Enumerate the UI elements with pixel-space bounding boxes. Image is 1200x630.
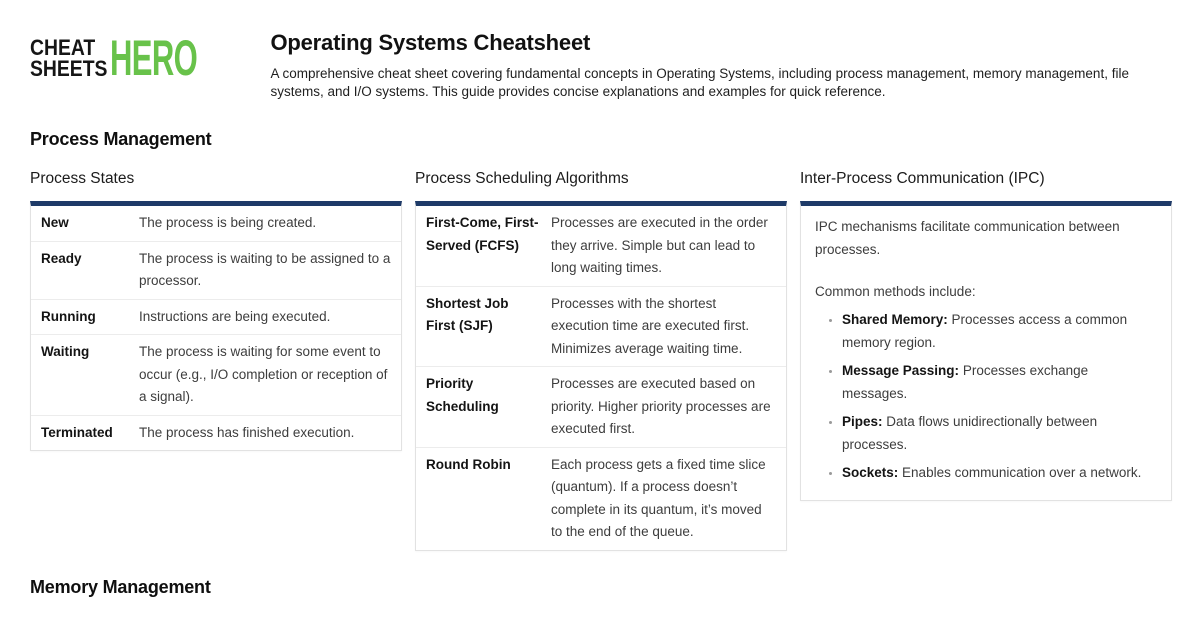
- ipc-card: [800, 201, 1172, 501]
- ipc-list-heading: Common methods include:: [815, 284, 976, 299]
- list-item: [842, 410, 1157, 456]
- column-title-scheduling-algorithms: Process Scheduling Algorithms: [415, 170, 629, 187]
- term-cell: Terminated: [41, 424, 113, 440]
- list-item: [842, 461, 1157, 484]
- definition-cell: Processes are executed based on priority. Higher priority processes are executed first.: [551, 376, 771, 436]
- column-scheduling-algorithms: [415, 166, 787, 551]
- header-text: [271, 20, 1173, 101]
- definition-cell: Each process gets a fixed time slice (quantum). If a process doesn’t complete in its quantum, it’s moved to the end of the queue.: [551, 456, 766, 539]
- definition-cell: The process is being created.: [139, 215, 317, 230]
- bullet-label: Message Passing:: [842, 363, 960, 378]
- list-item: [842, 359, 1157, 405]
- bullet-label: Sockets:: [842, 465, 899, 480]
- definition-cell: Processes are executed in the order they arrive. Simple but can lead to long waiting times.: [551, 215, 768, 275]
- section-title-process-management: Process Management: [30, 129, 212, 149]
- table-row: [31, 242, 401, 300]
- brand-word-hero: HERO: [110, 30, 198, 86]
- term-cell: Round Robin: [426, 456, 511, 472]
- column-ipc: [800, 166, 1172, 501]
- page-description: A comprehensive cheat sheet covering fundamental concepts in Operating Systems, including process management, memory management, file systems, and I/O systems. This guide provides concise explanations and examples for quick reference.: [270, 66, 1129, 99]
- definition-cell: The process is waiting for some event to occur (e.g., I/O completion or reception of a signal).: [139, 344, 388, 404]
- page-title: Operating Systems Cheatsheet: [270, 30, 591, 55]
- process-management-columns: [30, 166, 1172, 551]
- section-title-memory-management: Memory Management: [30, 576, 211, 597]
- table-row: [31, 300, 401, 336]
- ipc-method-list: [815, 308, 1157, 484]
- definition-cell: Processes with the shortest execution time are executed first. Minimizes average waiting time.: [551, 295, 750, 356]
- term-cell: Ready: [41, 250, 82, 266]
- brand-wordmark: [30, 37, 107, 79]
- bullet-text: Processes access a common memory region.: [842, 312, 1128, 350]
- brand-word-cheat: CHEAT: [30, 35, 96, 60]
- column-title-process-states: Process States: [30, 170, 135, 187]
- term-cell: Waiting: [41, 344, 90, 359]
- term-cell: Running: [41, 308, 96, 324]
- brand-word-sheets: SHEETS: [30, 56, 108, 81]
- bullet-label: Shared Memory:: [842, 312, 948, 327]
- table-row: [416, 287, 786, 368]
- term-cell: New: [41, 215, 69, 230]
- process-states-card: [30, 201, 402, 451]
- definition-cell: The process is waiting to be assigned to a processor.: [139, 250, 391, 288]
- brand-logo[interactable]: [30, 30, 251, 86]
- definition-cell: Instructions are being executed.: [139, 308, 331, 324]
- bullet-text: Data flows unidirectionally between processes.: [842, 414, 1098, 452]
- bullet-text: Processes exchange messages.: [842, 363, 1089, 401]
- term-cell: Priority Scheduling: [426, 376, 499, 414]
- table-row: [416, 448, 786, 550]
- table-row: [31, 416, 401, 451]
- table-row: [416, 367, 786, 448]
- term-cell: Shortest Job First (SJF): [426, 295, 509, 333]
- scheduling-algorithms-card: [415, 201, 787, 551]
- term-cell: First-Come, First-Served (FCFS): [426, 215, 539, 253]
- ipc-intro: IPC mechanisms facilitate communication between processes.: [815, 219, 1120, 257]
- table-row: [31, 335, 401, 416]
- header: [30, 20, 1172, 101]
- bullet-text: Enables communication over a network.: [902, 465, 1142, 480]
- table-row: [416, 206, 786, 287]
- list-item: [842, 308, 1157, 354]
- bullet-label: Pipes:: [842, 414, 883, 429]
- column-title-ipc: Inter-Process Communication (IPC): [800, 170, 1045, 187]
- column-process-states: [30, 166, 402, 451]
- definition-cell: The process has finished execution.: [139, 424, 355, 440]
- table-row: [31, 206, 401, 242]
